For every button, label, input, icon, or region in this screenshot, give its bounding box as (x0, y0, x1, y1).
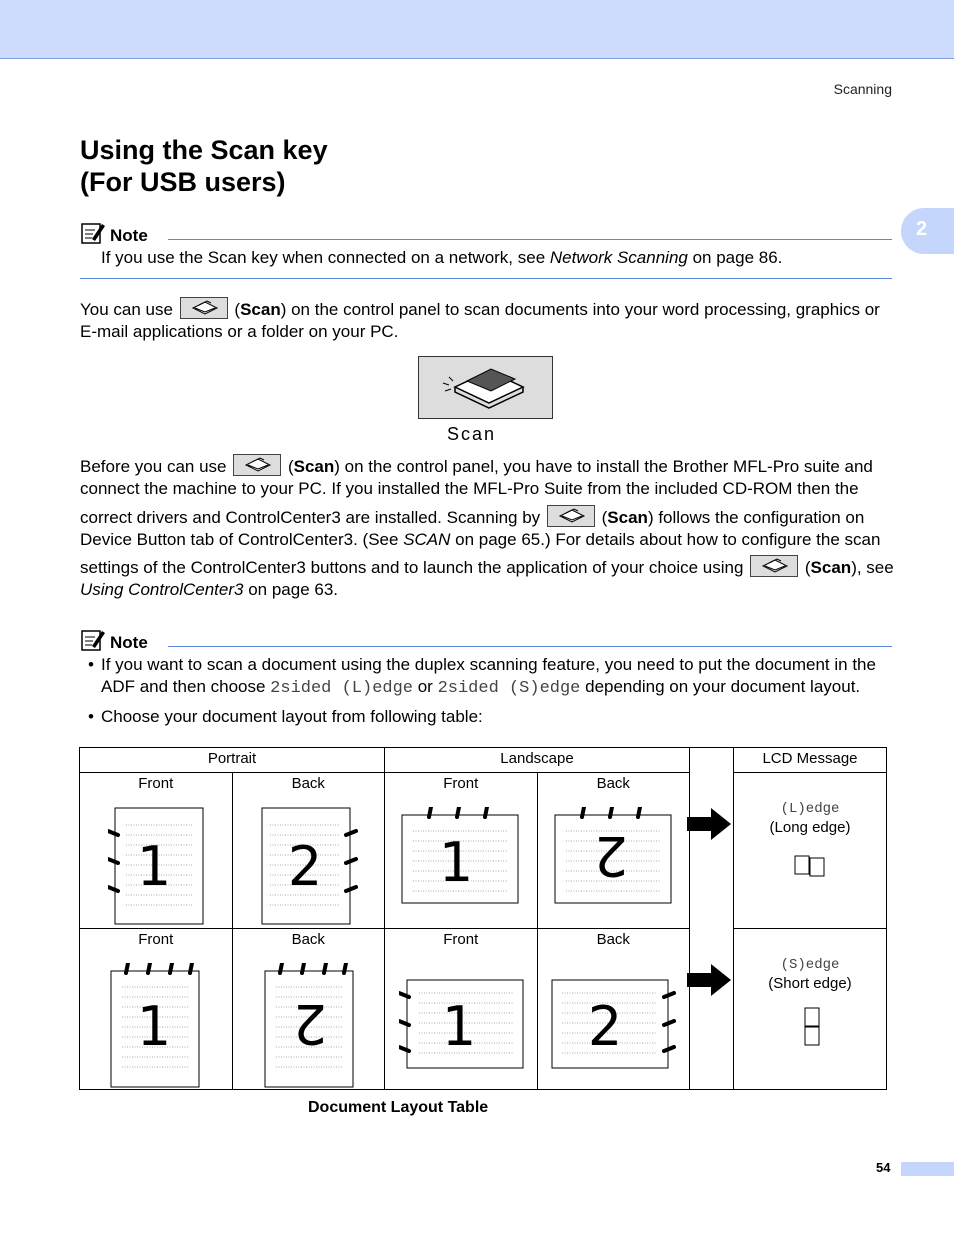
document-layout-table (79, 747, 887, 1090)
paragraph-2: Before you can use (Scan) on the control panel, you have to install the Brother MFL-Pro suite and connect the machine to your PC. If you installed the MFL-Pro Suite from the included CD-ROM then the correct drivers and ControlCenter3 are installed. Scanning by (Scan) follows the configuration on Device Button tab of ControlCenter3. (See SCAN on page 65.) For details about how to configure the scan settings of the ControlCenter3 buttons and to launch the application of your choice using (Scan), see Using ControlCenter3 on page 63. (80, 454, 910, 601)
scan-key-caption: Scan (447, 424, 497, 444)
divider (168, 646, 892, 647)
scan-key-icon (180, 297, 228, 319)
cell-portrait-back: Back 2 (232, 773, 385, 929)
cell-landscape-front-2: Front 1 (385, 929, 538, 1090)
short-edge-icon (803, 1007, 821, 1047)
cell-landscape-back: Back 2 (537, 773, 690, 929)
right-arrow-icon (687, 806, 733, 842)
section-name: Scanning (833, 81, 892, 97)
cell-portrait-front: Front 1 (80, 773, 233, 929)
page-number: 54 (876, 1160, 891, 1175)
cell-lcd-long-edge: (L)edge (Long edge) (734, 773, 887, 929)
portrait-page-long-edge-icon (108, 807, 208, 927)
footer-band (901, 1162, 954, 1176)
note-pencil-icon (80, 628, 106, 652)
link-network-scanning: Network Scanning (549, 248, 688, 267)
divider (168, 239, 892, 240)
long-edge-icon (794, 855, 826, 877)
note-pencil-icon (80, 221, 106, 245)
chapter-number: 2 (916, 218, 928, 240)
page-title (80, 134, 328, 198)
table-caption: Document Layout Table (308, 1099, 489, 1116)
note-2-header (80, 628, 106, 657)
list-item: • If you want to scan a document using the duplex scanning feature, you need to put the document in the ADF and then choose 2sided (L)edge or 2sided (S)edge depending on your document layout. (88, 655, 876, 698)
svg-text:1: 1 (136, 995, 172, 1058)
svg-text:2: 2 (587, 995, 622, 1058)
list-item: • Choose your document layout from following table: (88, 707, 483, 726)
svg-text:1: 1 (438, 831, 474, 894)
svg-text:1: 1 (441, 995, 477, 1058)
header-landscape: Landscape (385, 748, 690, 773)
landscape-back-page-short-edge-icon (550, 979, 676, 1075)
scan-key-icon (750, 555, 798, 577)
cell-landscape-back-2: Back 2 (537, 929, 690, 1090)
note-2-list (88, 654, 898, 728)
scan-key-illustration (418, 356, 553, 419)
scan-key-icon (547, 505, 595, 527)
cell-portrait-back-2: Back 2 (232, 929, 385, 1090)
note-1-label: Note (110, 226, 148, 245)
chapter-tab (901, 208, 954, 254)
header-band (0, 0, 954, 59)
title-line-2: (For USB users) (80, 167, 286, 197)
landscape-back-page-upside-down-icon (554, 807, 674, 907)
divider (80, 278, 892, 279)
landscape-page-short-edge-icon (399, 979, 525, 1075)
portrait-page-short-edge-icon (110, 963, 206, 1089)
note-1-header (80, 221, 106, 250)
portrait-back-page-long-edge-icon (260, 807, 360, 927)
landscape-page-long-edge-icon (401, 807, 521, 907)
svg-text:2: 2 (292, 992, 327, 1055)
svg-text:2: 2 (593, 824, 628, 887)
cell-portrait-front-2: Front 1 (80, 929, 233, 1090)
paragraph-1: You can use (Scan) on the control panel to scan documents into your word processing, graphics or E-mail applications or a folder on your PC. (80, 297, 910, 343)
cell-lcd-short-edge: (S)edge (Short edge) (734, 929, 887, 1090)
scanner-icon (419, 357, 552, 418)
title-line-1: Using the Scan key (80, 135, 328, 165)
svg-text:2: 2 (287, 835, 322, 898)
arrow-column (690, 748, 734, 1090)
header-portrait: Portrait (80, 748, 385, 773)
portrait-back-page-upside-down-icon (264, 963, 360, 1089)
right-arrow-icon (687, 962, 733, 998)
scan-key-icon (233, 454, 281, 476)
header-lcd-message: LCD Message (734, 748, 887, 773)
note-1-text: If you use the Scan key when connected on a network, see Network Scanning on page 86. (101, 248, 783, 267)
svg-text:1: 1 (136, 835, 172, 898)
cell-landscape-front: Front 1 (385, 773, 538, 929)
note-2-label: Note (110, 633, 148, 652)
